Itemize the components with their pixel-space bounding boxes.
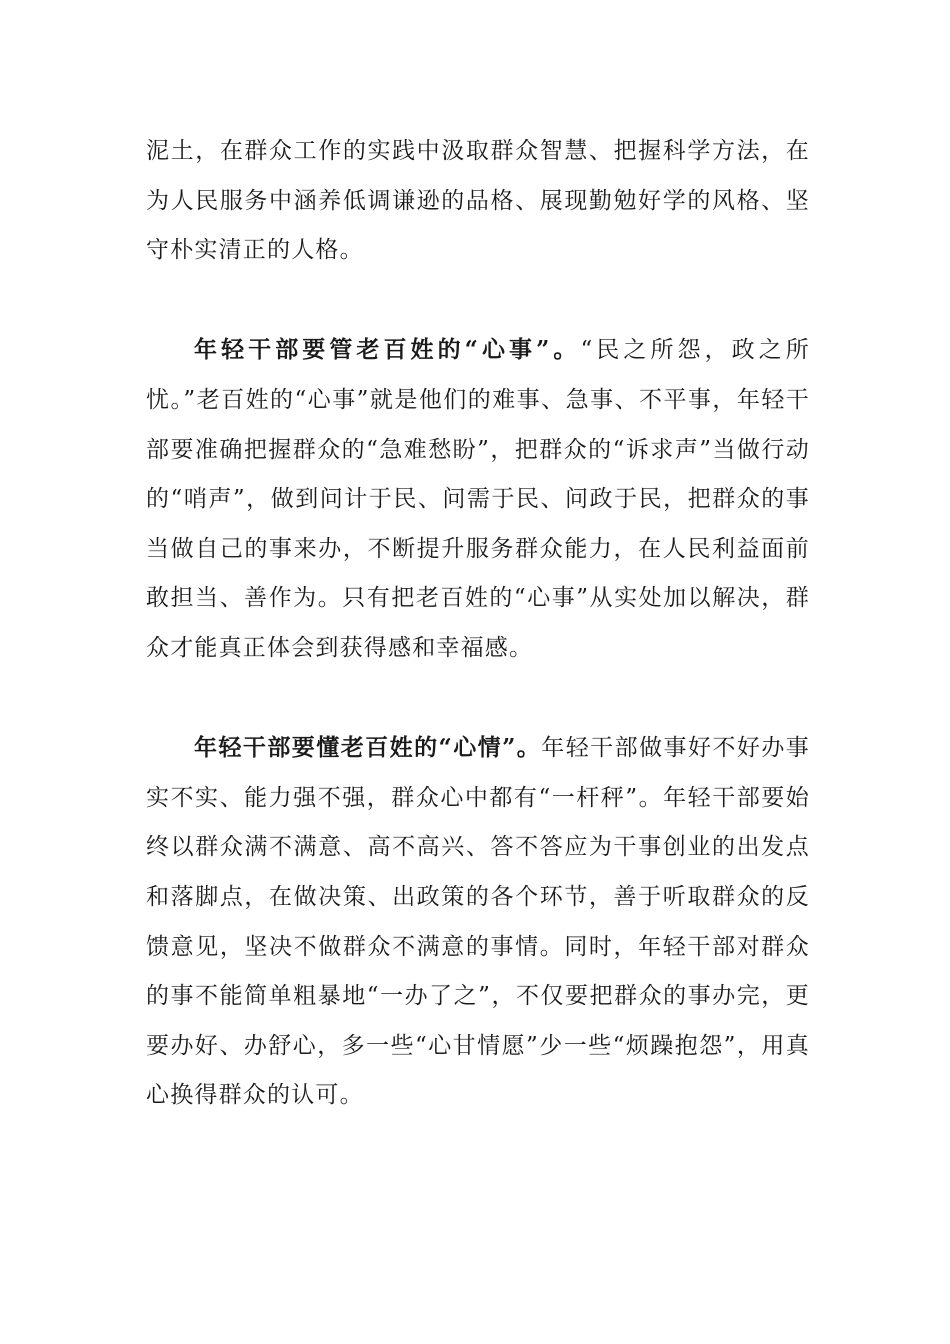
paragraph-gap [146, 674, 810, 724]
paragraph-body: “民之所怨，政之所忧。”老百姓的“心事”就是他们的难事、急事、不平事，年轻干部要准确把握群众的“急难愁盼”，把群众的“诉求声”当做行动的“哨声”，做到问计于民、问需于民、问政于民，把群众的事当做自己的事来办，不断提升服务群众能力，在人民利益面前敢担当、善作为。只有把老百姓的“心事”从实处加以解决，群众才能真正体会到获得感和幸福感。 [146, 337, 810, 661]
document-page [146, 127, 810, 1121]
paragraph-xinshi [146, 325, 810, 673]
paragraph-body: 年轻干部做事好不好办事实不实、能力强不强，群众心中都有“一杆秤”。年轻干部要始终以群众满不满意、高不高兴、答不答应为干事创业的出发点和落脚点，在做决策、出政策的各个环节，善于听取群众的反馈意见，坚决不做群众不满意的事情。同时，年轻干部对群众的事不能简单粗暴地“一办了之”，不仅要把群众的事办完，更要办好、办舒心，多一些“心甘情愿”少一些“烦躁抱怨”，用真心换得群众的认可。 [146, 735, 810, 1109]
paragraph-xinqing [146, 723, 810, 1121]
paragraph-heading: 年轻干部要懂老百姓的“心情”。 [194, 734, 542, 762]
paragraph-continuation [146, 127, 810, 276]
paragraph-body: 泥土，在群众工作的实践中汲取群众智慧、把握科学方法，在为人民服务中涵养低调谦逊的品格、展现勤勉好学的风格、坚守朴实清正的人格。 [146, 138, 810, 264]
paragraph-heading: 年轻干部要管老百姓的“心事”。 [194, 336, 581, 364]
paragraph-gap [146, 276, 810, 326]
